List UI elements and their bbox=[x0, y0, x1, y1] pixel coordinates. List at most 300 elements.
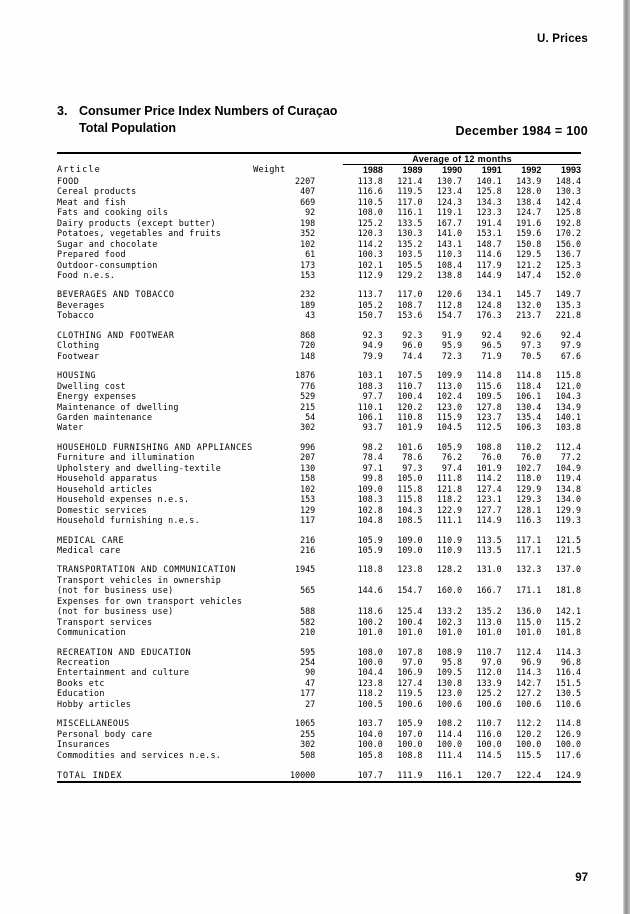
row-value: 134.9 bbox=[555, 401, 581, 412]
row-value: 127.4 bbox=[397, 677, 423, 688]
row-value: 213.7 bbox=[516, 310, 542, 321]
row-weight: 255 bbox=[300, 728, 316, 739]
row-value: 110.7 bbox=[397, 380, 423, 391]
row-value: 127.4 bbox=[476, 483, 502, 494]
row-value: 97.0 bbox=[481, 657, 502, 668]
row-item-label: Entertainment and culture bbox=[57, 667, 190, 678]
table-row bbox=[57, 260, 581, 270]
row-item-label: Books etc bbox=[57, 677, 105, 688]
row-weight: 148 bbox=[300, 350, 316, 361]
row-value: 108.3 bbox=[357, 494, 383, 505]
row-value: 116.0 bbox=[476, 728, 502, 739]
row-item-label: Water bbox=[57, 422, 84, 433]
row-weight: 508 bbox=[300, 749, 316, 760]
row-item-label: Sugar and chocolate bbox=[57, 238, 158, 249]
row-value: 129.2 bbox=[397, 269, 423, 280]
row-weight: 61 bbox=[305, 249, 316, 260]
table-row bbox=[57, 239, 581, 249]
row-value: 152.0 bbox=[555, 269, 581, 280]
row-value: 115.8 bbox=[397, 494, 423, 505]
row-weight: 153 bbox=[300, 494, 316, 505]
row-weight: 153 bbox=[300, 269, 316, 280]
table-row bbox=[57, 729, 581, 739]
row-value: 110.7 bbox=[476, 646, 502, 657]
row-value: 117.6 bbox=[555, 749, 581, 760]
row-value: 114.8 bbox=[516, 370, 542, 381]
row-value: 123.8 bbox=[397, 564, 423, 575]
row-value: 104.0 bbox=[357, 728, 383, 739]
table-row bbox=[57, 381, 581, 391]
row-value: 150.8 bbox=[516, 238, 542, 249]
row-value: 109.5 bbox=[436, 667, 463, 678]
row-weight: 216 bbox=[300, 534, 316, 545]
row-gap bbox=[315, 391, 343, 401]
row-value: 122.4 bbox=[516, 770, 542, 781]
row-value: 105.5 bbox=[397, 259, 423, 270]
row-value: 128.2 bbox=[436, 564, 463, 575]
row-value: 138.4 bbox=[516, 196, 542, 207]
row-value: 114.3 bbox=[516, 667, 542, 678]
row-value: 100.6 bbox=[436, 698, 463, 709]
row-item-label: Transport services bbox=[57, 616, 153, 627]
row-value: 114.6 bbox=[476, 249, 502, 260]
header-year-1989: 1989 bbox=[402, 165, 423, 176]
row-value: 125.2 bbox=[476, 688, 502, 699]
row-value: 110.3 bbox=[436, 249, 463, 260]
row-gap bbox=[315, 300, 343, 310]
row-value: 122.9 bbox=[436, 504, 463, 515]
row-value: 113.0 bbox=[476, 616, 502, 627]
row-value: 114.8 bbox=[555, 718, 581, 729]
row-group-label: HOUSEHOLD FURNISHING AND APPLIANCES bbox=[57, 441, 253, 452]
row-gap bbox=[315, 718, 343, 728]
row-value: 116.6 bbox=[357, 186, 383, 197]
row-value: 130.3 bbox=[555, 186, 581, 197]
row-value: 115.2 bbox=[555, 616, 581, 627]
row-value: 119.5 bbox=[397, 688, 423, 699]
row-spacer bbox=[57, 433, 581, 442]
row-gap bbox=[315, 289, 343, 299]
row-value: 118.0 bbox=[516, 473, 542, 484]
row-value: 119.3 bbox=[555, 515, 581, 526]
row-value: 136.0 bbox=[516, 606, 542, 617]
row-weight: 1945 bbox=[295, 564, 316, 575]
table-row bbox=[57, 207, 581, 217]
table-row bbox=[57, 770, 581, 780]
row-value: 100.4 bbox=[397, 616, 423, 627]
row-value: 119.1 bbox=[436, 207, 463, 218]
row-weight: 177 bbox=[300, 688, 316, 699]
row-value: 123.1 bbox=[476, 494, 502, 505]
cpi-table-wrapper bbox=[57, 152, 581, 783]
row-value: 120.6 bbox=[436, 289, 463, 300]
row-value: 135.2 bbox=[476, 606, 502, 617]
row-value: 134.1 bbox=[476, 289, 502, 300]
row-value: 100.0 bbox=[397, 739, 423, 750]
row-value: 191.4 bbox=[476, 217, 502, 228]
row-value: 135.3 bbox=[555, 299, 581, 310]
row-value: 79.9 bbox=[362, 350, 383, 361]
row-value: 123.3 bbox=[476, 207, 502, 218]
row-item-label: (not for business use) bbox=[57, 585, 174, 596]
row-gap bbox=[315, 402, 343, 412]
row-item-label: Footwear bbox=[57, 350, 100, 361]
row-gap bbox=[315, 351, 343, 361]
row-item-label: Garden maintenance bbox=[57, 411, 153, 422]
row-group-label: MEDICAL CARE bbox=[57, 534, 125, 545]
table-header bbox=[57, 154, 581, 176]
row-value: 108.4 bbox=[436, 259, 463, 270]
header-year-1988: 1988 bbox=[362, 165, 383, 176]
row-gap bbox=[315, 770, 343, 780]
row-value: 78.6 bbox=[402, 452, 423, 463]
table-row bbox=[57, 402, 581, 412]
row-value bbox=[541, 596, 581, 606]
row-value: 112.9 bbox=[357, 269, 383, 280]
row-value: 112.8 bbox=[436, 299, 463, 310]
row-value: 102.4 bbox=[436, 391, 463, 402]
row-value: 102.7 bbox=[516, 462, 542, 473]
row-value: 97.0 bbox=[402, 657, 423, 668]
row-value: 153.1 bbox=[476, 228, 502, 239]
row-spacer bbox=[57, 638, 581, 647]
table-row bbox=[57, 739, 581, 749]
row-value: 112.4 bbox=[555, 441, 581, 452]
row-value: 121.2 bbox=[516, 259, 542, 270]
row-gap bbox=[315, 606, 343, 616]
row-item-label: Beverages bbox=[57, 299, 105, 310]
header-year-1991: 1991 bbox=[481, 165, 502, 176]
row-value: 140.1 bbox=[555, 411, 581, 422]
row-value bbox=[383, 575, 423, 585]
row-gap bbox=[315, 739, 343, 749]
row-weight: 102 bbox=[300, 483, 316, 494]
page-number: 97 bbox=[575, 872, 588, 884]
row-item-label: Prepared food bbox=[57, 249, 126, 260]
row-value: 136.7 bbox=[555, 249, 581, 260]
row-gap bbox=[315, 228, 343, 238]
row-value: 148.7 bbox=[476, 238, 502, 249]
header-year-1993: 1993 bbox=[560, 165, 581, 176]
row-value: 138.8 bbox=[436, 269, 463, 280]
row-value: 100.2 bbox=[357, 616, 383, 627]
row-value: 108.8 bbox=[476, 441, 502, 452]
row-value: 142.4 bbox=[555, 196, 581, 207]
row-gap bbox=[315, 575, 343, 585]
row-value: 121.4 bbox=[397, 175, 423, 186]
row-value: 110.6 bbox=[555, 698, 581, 709]
row-value: 143.9 bbox=[516, 175, 542, 186]
row-value: 144.9 bbox=[476, 269, 502, 280]
header-year-1992: 1992 bbox=[521, 165, 542, 176]
row-value: 97.7 bbox=[362, 391, 383, 402]
table-row bbox=[57, 617, 581, 627]
row-gap bbox=[315, 667, 343, 677]
row-weight: 90 bbox=[305, 667, 316, 678]
row-value: 104.3 bbox=[397, 504, 423, 515]
row-value: 140.1 bbox=[476, 175, 502, 186]
row-value: 133.5 bbox=[397, 217, 423, 228]
row-value: 112.4 bbox=[516, 646, 542, 657]
row-value: 123.0 bbox=[436, 688, 463, 699]
table-row bbox=[57, 289, 581, 299]
row-value: 124.3 bbox=[436, 196, 463, 207]
table-row bbox=[57, 370, 581, 380]
row-value: 112.5 bbox=[476, 422, 502, 433]
row-value: 104.5 bbox=[436, 422, 463, 433]
row-item-label: Commodities and services n.e.s. bbox=[57, 749, 222, 760]
row-value: 108.9 bbox=[436, 646, 463, 657]
row-value: 134.8 bbox=[555, 483, 581, 494]
row-value: 111.1 bbox=[436, 515, 463, 526]
table-body bbox=[57, 176, 581, 781]
row-value: 106.1 bbox=[357, 411, 383, 422]
header-year-1990: 1990 bbox=[442, 165, 463, 176]
row-value: 104.4 bbox=[357, 667, 383, 678]
row-value: 111.9 bbox=[397, 770, 423, 781]
row-gap bbox=[315, 688, 343, 698]
row-item-label: Household expenses n.e.s. bbox=[57, 494, 190, 505]
row-weight: 54 bbox=[305, 411, 316, 422]
row-item-label: Recreation bbox=[57, 657, 110, 668]
table-row bbox=[57, 442, 581, 452]
table-row bbox=[57, 452, 581, 462]
row-value: 111.4 bbox=[436, 749, 463, 760]
row-value: 108.8 bbox=[397, 749, 423, 760]
row-value: 113.5 bbox=[476, 534, 502, 545]
row-value: 113.0 bbox=[436, 380, 463, 391]
row-value: 125.8 bbox=[476, 186, 502, 197]
row-gap bbox=[315, 545, 343, 555]
table-row bbox=[57, 228, 581, 238]
row-value: 101.0 bbox=[397, 627, 423, 638]
row-gap bbox=[315, 596, 343, 606]
table-row bbox=[57, 545, 581, 555]
row-value: 171.1 bbox=[516, 585, 542, 596]
row-gap bbox=[315, 207, 343, 217]
table-row bbox=[57, 422, 581, 432]
row-value: 109.0 bbox=[397, 534, 423, 545]
row-value: 107.0 bbox=[397, 728, 423, 739]
row-value: 108.2 bbox=[436, 718, 463, 729]
row-gap bbox=[315, 218, 343, 228]
row-value: 98.2 bbox=[362, 441, 383, 452]
row-item-label: Household furnishing n.e.s. bbox=[57, 515, 200, 526]
row-value: 109.9 bbox=[436, 370, 463, 381]
row-value: 129.5 bbox=[516, 249, 542, 260]
row-value: 192.8 bbox=[555, 217, 581, 228]
row-value: 143.1 bbox=[436, 238, 463, 249]
row-weight: 996 bbox=[300, 441, 316, 452]
table-row bbox=[57, 575, 581, 585]
row-value: 92.3 bbox=[402, 329, 423, 340]
table-row bbox=[57, 535, 581, 545]
row-value: 101.0 bbox=[436, 627, 463, 638]
page-edge-strip bbox=[623, 0, 630, 914]
row-value: 101.9 bbox=[476, 462, 502, 473]
row-value bbox=[502, 575, 542, 585]
row-value: 100.0 bbox=[436, 739, 463, 750]
row-weight: 254 bbox=[300, 657, 316, 668]
row-value: 123.4 bbox=[436, 186, 463, 197]
row-item-label: Education bbox=[57, 688, 105, 699]
row-value: 145.7 bbox=[516, 289, 542, 300]
row-weight: 130 bbox=[300, 462, 316, 473]
row-group-label: BEVERAGES AND TOBACCO bbox=[57, 289, 175, 300]
row-weight: 47 bbox=[305, 677, 316, 688]
row-value bbox=[462, 596, 502, 606]
row-value: 108.0 bbox=[357, 207, 383, 218]
row-group-label: CLOTHING AND FOOTWEAR bbox=[57, 329, 175, 340]
row-value: 100.6 bbox=[476, 698, 502, 709]
row-item-label: Tobacco bbox=[57, 310, 95, 321]
row-value: 97.3 bbox=[402, 462, 423, 473]
row-value: 114.5 bbox=[476, 749, 502, 760]
row-value: 95.8 bbox=[441, 657, 463, 668]
row-weight: 92 bbox=[305, 207, 316, 218]
row-gap bbox=[315, 515, 343, 525]
row-item-label: Outdoor-consumption bbox=[57, 259, 158, 270]
row-value: 120.2 bbox=[516, 728, 542, 739]
table-row bbox=[57, 310, 581, 320]
row-value: 110.5 bbox=[357, 196, 383, 207]
row-group-label: TRANSPORTATION AND COMMUNICATION bbox=[57, 564, 236, 575]
row-weight: 720 bbox=[300, 340, 316, 351]
row-value: 100.0 bbox=[555, 739, 581, 750]
row-value: 142.1 bbox=[555, 606, 581, 617]
row-value bbox=[502, 596, 542, 606]
table-row bbox=[57, 505, 581, 515]
row-value: 108.0 bbox=[357, 646, 383, 657]
row-value: 125.3 bbox=[555, 259, 581, 270]
row-value: 115.9 bbox=[436, 411, 463, 422]
cpi-table bbox=[57, 154, 581, 781]
row-value: 132.3 bbox=[516, 564, 542, 575]
row-value: 108.3 bbox=[357, 380, 383, 391]
row-value: 134.0 bbox=[555, 494, 581, 505]
row-value: 114.3 bbox=[555, 646, 581, 657]
row-value bbox=[383, 596, 423, 606]
row-value: 150.7 bbox=[357, 310, 383, 321]
row-value: 100.0 bbox=[357, 739, 383, 750]
row-value: 105.9 bbox=[397, 718, 423, 729]
row-value: 116.4 bbox=[555, 667, 581, 678]
row-item-label: Domestic services bbox=[57, 504, 147, 515]
row-weight bbox=[253, 575, 315, 585]
row-item-label: Clothing bbox=[57, 340, 100, 351]
row-value: 95.9 bbox=[441, 340, 463, 351]
row-value: 99.8 bbox=[362, 473, 383, 484]
row-item-label: (not for business use) bbox=[57, 606, 174, 617]
table-row bbox=[57, 494, 581, 504]
row-value: 113.5 bbox=[476, 544, 502, 555]
row-value: 96.8 bbox=[560, 657, 581, 668]
row-value: 130.3 bbox=[397, 228, 423, 239]
row-value: 100.0 bbox=[516, 739, 542, 750]
row-gap bbox=[315, 197, 343, 207]
table-row bbox=[57, 606, 581, 616]
row-weight: 216 bbox=[300, 544, 316, 555]
table-row bbox=[57, 667, 581, 677]
row-gap bbox=[315, 750, 343, 760]
row-value: 132.0 bbox=[516, 299, 542, 310]
row-value: 123.0 bbox=[436, 401, 463, 412]
row-value: 120.7 bbox=[476, 770, 502, 781]
row-value: 153.6 bbox=[397, 310, 423, 321]
row-value: 76.0 bbox=[521, 452, 542, 463]
row-value: 114.2 bbox=[357, 238, 383, 249]
row-value: 105.2 bbox=[357, 299, 383, 310]
row-value: 115.6 bbox=[476, 380, 502, 391]
row-value: 107.8 bbox=[397, 646, 423, 657]
table-row bbox=[57, 657, 581, 667]
row-gap bbox=[315, 627, 343, 637]
row-gap bbox=[315, 260, 343, 270]
row-value: 167.7 bbox=[436, 217, 463, 228]
row-group-label: FOOD bbox=[57, 175, 80, 186]
row-value: 123.8 bbox=[357, 677, 383, 688]
row-value: 135.4 bbox=[516, 411, 542, 422]
row-value: 97.3 bbox=[521, 340, 542, 351]
table-row bbox=[57, 463, 581, 473]
row-value: 170.2 bbox=[555, 228, 581, 239]
row-value: 92.3 bbox=[362, 329, 383, 340]
row-value: 100.6 bbox=[397, 698, 423, 709]
row-gap bbox=[315, 484, 343, 494]
row-value: 109.5 bbox=[476, 391, 502, 402]
row-value: 142.7 bbox=[516, 677, 542, 688]
row-value: 123.7 bbox=[476, 411, 502, 422]
row-gap bbox=[315, 585, 343, 595]
row-value: 128.1 bbox=[516, 504, 542, 515]
row-value: 110.9 bbox=[436, 544, 463, 555]
row-weight: 10000 bbox=[289, 770, 316, 781]
row-spacer bbox=[57, 760, 581, 770]
row-value: 101.6 bbox=[397, 441, 423, 452]
row-weight: 43 bbox=[305, 310, 316, 321]
row-value: 118.2 bbox=[357, 688, 383, 699]
row-gap bbox=[315, 564, 343, 574]
row-value: 100.0 bbox=[476, 739, 502, 750]
table-row bbox=[57, 249, 581, 259]
row-item-label: Expenses for own transport vehicles bbox=[57, 595, 243, 606]
row-value: 135.2 bbox=[397, 238, 423, 249]
row-value: 107.7 bbox=[357, 770, 383, 781]
row-value: 124.7 bbox=[516, 207, 542, 218]
row-value: 115.0 bbox=[516, 616, 542, 627]
row-spacer bbox=[57, 709, 581, 718]
row-value: 117.1 bbox=[516, 534, 542, 545]
page-subtitle: Total Population bbox=[79, 121, 176, 135]
table-row bbox=[57, 647, 581, 657]
row-value: 115.8 bbox=[397, 483, 423, 494]
row-value bbox=[462, 575, 502, 585]
row-value: 92.6 bbox=[521, 329, 542, 340]
table-row bbox=[57, 218, 581, 228]
table-row bbox=[57, 718, 581, 728]
row-gap bbox=[315, 370, 343, 380]
row-gap bbox=[315, 729, 343, 739]
row-item-label: Upholstery and dwelling-textile bbox=[57, 462, 222, 473]
row-value: 71.9 bbox=[481, 350, 502, 361]
row-weight: 27 bbox=[305, 698, 316, 709]
row-value: 101.9 bbox=[397, 422, 423, 433]
row-value: 118.4 bbox=[516, 380, 542, 391]
header-article: Article bbox=[57, 165, 101, 176]
row-value: 105.8 bbox=[357, 749, 383, 760]
row-value: 74.4 bbox=[402, 350, 423, 361]
row-value: 130.8 bbox=[436, 677, 463, 688]
